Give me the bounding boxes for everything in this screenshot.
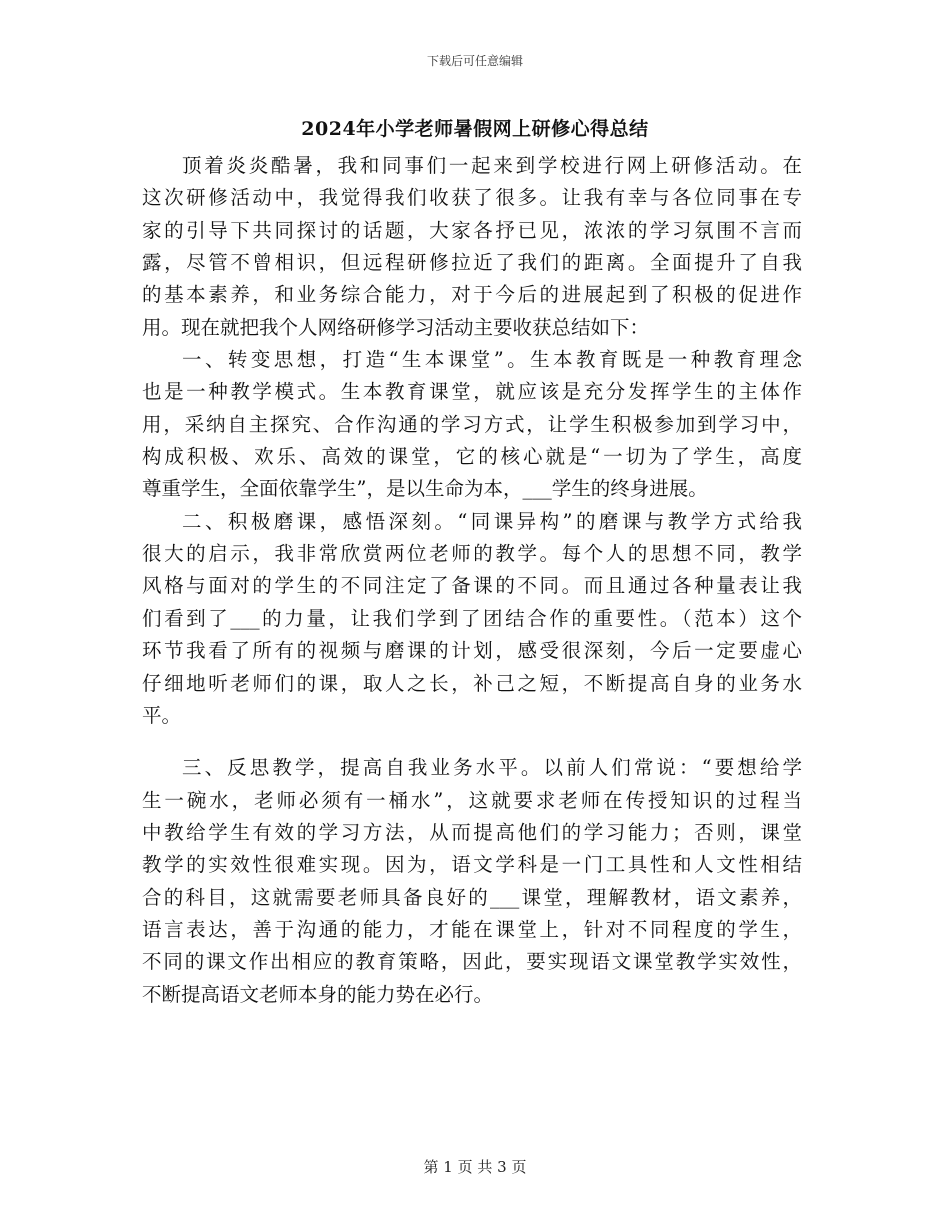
paragraph-1-line-3: 家的引导下共同探讨的话题，大家各抒已见，浓浓的学习氛围不言而: [142, 218, 802, 242]
paragraph-3-line-6: 仔细地听老师们的课，取人之长，补己之短，不断提高自身的业务水: [142, 671, 802, 695]
paragraph-2-line-1: 一、转变思想，打造“生本课堂”。生本教育既是一种教育理念: [182, 348, 802, 372]
paragraph-2-line-2: 也是一种教学模式。生本教育课堂，就应该是充分发挥学生的主体作: [142, 380, 802, 404]
paragraph-3-line-2: 很大的启示，我非常欣赏两位老师的教学。每个人的思想不同，教学: [142, 542, 802, 566]
paragraph-3-line-1: 二、积极磨课，感悟深刻。“同课异构”的磨课与教学方式给我: [182, 509, 802, 533]
paragraph-1-line-4: 露，尽管不曾相识，但远程研修拉近了我们的距离。全面提升了自我: [142, 251, 802, 275]
paragraph-3-line-3: 风格与面对的学生的不同注定了备课的不同。而且通过各种量表让我: [142, 574, 802, 598]
paragraph-4-line-7: 不同的课文作出相应的教育策略，因此，要实现语文课堂教学实效性，: [142, 950, 802, 974]
paragraph-1-line-1: 顶着炎炎酷暑，我和同事们一起来到学校进行网上研修活动。在: [182, 154, 802, 177]
paragraph-2-line-3: 用，采纳自主探究、合作沟通的学习方式，让学生积极参加到学习中，: [142, 412, 802, 436]
header-note: 下载后可任意编辑: [426, 54, 523, 68]
paragraph-1-line-2: 这次研修活动中，我觉得我们收获了很多。让我有幸与各位同事在专: [142, 186, 802, 210]
paragraph-4-line-5: 合的科目，这就需要老师具备良好的___课堂，理解教材，语文素养，: [142, 885, 802, 909]
paragraph-gap: [142, 732, 802, 752]
paragraph-2-line-5: 尊重学生，全面依靠学生”，是以生命为本，___学生的终身进展。: [142, 477, 708, 501]
paragraph-1-line-6: 用。现在就把我个人网络研修学习活动主要收获总结如下：: [142, 315, 650, 339]
paragraph-4-line-6: 语言表达，善于沟通的能力，才能在课堂上，针对不同程度的学生，: [142, 917, 802, 941]
paragraph-4-line-2: 生一碗水，老师必须有一桶水”，这就要求老师在传授知识的过程当: [142, 788, 802, 812]
paragraph-4-line-8: 不断提高语文老师本身的能力势在必行。: [142, 982, 494, 1006]
paragraph-4-line-3: 中教给学生有效的学习方法，从而提高他们的学习能力；否则，课堂: [142, 820, 802, 844]
paragraph-2-line-4: 构成积极、欢乐、高效的课堂，它的核心就是“一切为了学生，高度: [142, 445, 802, 469]
paragraph-4-line-1: 三、反思教学，提高自我业务水平。以前人们常说：“要想给学: [182, 756, 802, 780]
page-footer: 第 1 页 共 3 页: [423, 1158, 527, 1176]
paragraph-3-line-4: 们看到了___的力量，让我们学到了团结合作的重要性。（范本）这个: [142, 606, 802, 630]
document-body: [142, 150, 802, 1011]
paragraph-3-line-5: 环节我看了所有的视频与磨课的计划，感受很深刻，今后一定要虚心: [142, 639, 802, 663]
document-title: 2024年小学老师暑假网上研修心得总结: [301, 118, 649, 140]
paragraph-3-line-7: 平。: [142, 703, 182, 727]
paragraph-4-line-4: 教学的实效性很难实现。因为，语文学科是一门工具性和人文性相结: [142, 853, 802, 877]
paragraph-1-line-5: 的基本素养，和业务综合能力，对于今后的进展起到了积极的促进作: [142, 283, 802, 307]
